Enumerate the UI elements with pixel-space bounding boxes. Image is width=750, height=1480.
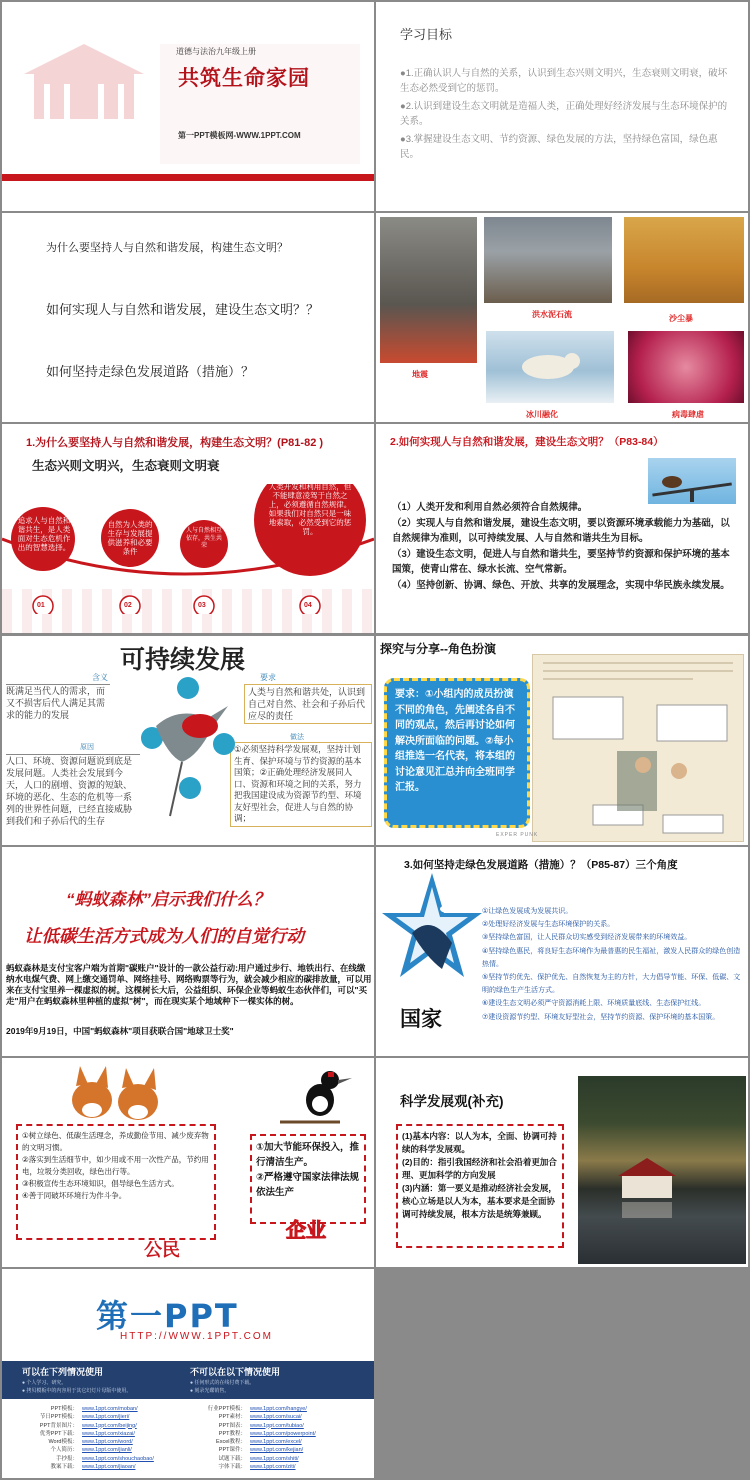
link-label: Word模板：: [48, 1439, 78, 1446]
method-text: ①必须坚持科学发展观，坚持计划生育、保护环境与节约资源的基本国策；②正确处理经济发展同人口、资源和环境之间的关系，努力把我国建设成为资源节约型、环境友好型社会，促进人与自然的协调；: [230, 742, 372, 827]
link-url[interactable]: www.1ppt.com/jieri/: [82, 1414, 130, 1421]
link-row: [22, 1455, 192, 1463]
link-label: PPT图表：: [218, 1422, 246, 1429]
link-row: [190, 1455, 360, 1463]
link-row: [190, 1463, 360, 1471]
slide-science-view[interactable]: [376, 1058, 748, 1267]
link-label: 教案下载：: [50, 1464, 78, 1471]
reason-text: 人口、环境、资源问题说到底是发展问题。人类社会发展到今天，人口的剧增、资源的短缺、环境的恶化、生态的危机等一系列的世界性问题，已经直接威胁到我们和子孙后代的生存: [6, 754, 140, 827]
link-url[interactable]: www.1ppt.com/excel/: [250, 1439, 302, 1446]
how-item: （4）坚持创新、协调、绿色、开放、共享的发展理念，实现中华民族永续发展。: [392, 579, 730, 591]
citizen-item: ②落实到生活细节中，如少用或不用一次性产品，节约用电，垃圾分类回收，绿色出行等。: [22, 1155, 209, 1176]
enterprise-item: ②严格遵守国家法律法规依法生产: [256, 1172, 360, 1198]
bubble-4-text: 人类开发和利用自然，但不能肆意凌驾于自然之上，必须遵循自然规律。如果我们对自然只是一味地索取，必然受到它的惩罚。: [268, 482, 352, 536]
why-subtitle: 生态兴则文明兴，生态衰则文明衰: [32, 459, 220, 473]
slide-questions[interactable]: [2, 213, 374, 422]
ant-forest-award: 2019年9月19日，中国"蚂蚁森林"项目获联合国"地球卫士奖": [6, 1026, 234, 1036]
hummingbird-graphic: [138, 666, 238, 836]
link-row: [22, 1413, 192, 1421]
link-label: 节日PPT模板：: [39, 1414, 78, 1421]
slide-sustainable[interactable]: [2, 636, 374, 845]
question-3: 如何坚持走绿色发展道路（措施）？: [46, 364, 255, 379]
bubble-3-text: 人与自然相互依存，共生共荣: [186, 528, 223, 549]
goal-item: ●2.认识到建设生态文明就是造福人类，正确处理好经济发展与生态环境保护的关系。: [400, 101, 728, 127]
can-item: ● 个人学习、研究。: [22, 1380, 67, 1386]
can-list: [22, 1379, 131, 1395]
measure-item: ④坚持绿色惠民，将良好生态环境作为最普惠的民生福祉，激发人民群众的绿色创造热情。: [482, 947, 741, 968]
link-label: 个人简历：: [50, 1447, 78, 1454]
bear-seesaw-image: [648, 458, 736, 504]
num-02: 02: [124, 602, 132, 609]
bubble-2-text: 自然为人类的生存与发展提供滋养和必要条件: [107, 520, 153, 556]
cannot-item: ● 任何形式的在线付费下载。: [190, 1380, 255, 1386]
caption-glacier: 冰川融化: [526, 410, 558, 419]
measure-item: ⑥建设生态文明必须严守资源消耗上限、环境质量底线、生态保护红线。: [482, 1000, 706, 1008]
how-title: 2.如何实现人与自然和谐发展，建设生态文明？（P83-84）: [390, 436, 664, 448]
link-url[interactable]: www.1ppt.com/hangye/: [250, 1406, 307, 1412]
caption-flood: 洪水泥石流: [532, 310, 572, 319]
how-list: [392, 500, 738, 593]
caption-sandstorm: 沙尘暴: [669, 314, 693, 323]
ant-forest-body: 蚂蚁森林是支付宝客户端为首期"碳账户"设计的一款公益行动:用户通过步行、地铁出行、在线缴纳水电煤气费、网上缴交通罚单、网络挂号、网络购票等行为，就会减少相应的碳排放量，可以用来在支付宝里养一棵虚拟的树。这棵树长大后，公益组织、环保企业等蚂蚁生态伙伴们，可以"买走"用户在蚂蚁森林里种植的虚拟"树"，而在现实某个地域种下一棵实体的树。: [6, 963, 372, 1006]
label-requirement: 要求: [260, 673, 276, 682]
question-1: 为什么要坚持人与自然和谐发展，构建生态文明？: [46, 242, 288, 254]
roleplay-title: 探究与分享--角色扮演: [380, 642, 496, 656]
earthquake-photo: [380, 217, 477, 363]
link-row: [190, 1446, 360, 1454]
link-label: PPT背景图片：: [39, 1422, 78, 1429]
country-label: 国家: [400, 1008, 442, 1031]
science-item: (1)基本内容：以人为本，全面、协调可持续的科学发展观。: [402, 1131, 557, 1154]
slide-credits[interactable]: [2, 1269, 374, 1478]
links-left: [22, 1405, 192, 1471]
caption-earthquake: 地震: [412, 370, 428, 379]
num-03: 03: [198, 602, 206, 609]
citizen-item: ④善于同破坏环境行为作斗争。: [22, 1191, 127, 1200]
link-url[interactable]: www.1ppt.com/powerpoint/: [250, 1430, 316, 1437]
science-title: 科学发展观(补充): [400, 1094, 504, 1109]
enterprise-box: [250, 1134, 366, 1224]
bird-star-image: [382, 873, 482, 1003]
measure-item: ③坚持绿色富国，让人民群众切实感受到经济发展带来的环境效益。: [482, 934, 692, 942]
link-row: [22, 1463, 192, 1471]
temple-emblem: [24, 14, 144, 129]
ant-forest-answer: 让低碳生活方式成为人们的自觉行动: [24, 926, 304, 946]
link-label: PPT素材：: [218, 1414, 246, 1421]
slide-title[interactable]: [2, 2, 374, 211]
how-item: （3）建设生态文明，促进人与自然和谐共生，要坚持节约资源和保护环境的基本国策，使青山常在、绿水长流、空气常新。: [392, 548, 730, 575]
citizen-box: [16, 1124, 216, 1240]
link-url[interactable]: www.1ppt.com/jianli/: [82, 1447, 132, 1454]
slide-how[interactable]: [376, 424, 748, 633]
can-title: 可以在下列情况使用: [22, 1367, 104, 1377]
flood-photo: [484, 217, 612, 303]
question-2: 如何实现人与自然和谐发展，建设生态文明？？: [46, 302, 320, 317]
red-bar: [2, 174, 374, 181]
link-label: Excel教程：: [216, 1439, 246, 1446]
goal-item: ●3.掌握建设生态文明、节约资源、绿色发展的方法，坚持绿色富国，绿色惠民。: [400, 134, 718, 160]
science-box: [396, 1124, 564, 1248]
roleplay-requirement-box: 要求：①小组内的成员扮演不同的角色，先阐述各自不同的观点，然后再讨论如何解决所面临的问题。②每小组推选一名代表，将本组的讨论意见汇总并向全班同学汇报。: [384, 678, 530, 828]
links-area: [2, 1399, 374, 1478]
how-item: （2）实现人与自然和谐发展，建设生态文明，要以资源环境承载能力为基础，以自然规律为准则，以可持续发展、人与自然和谐共生为目标。: [392, 517, 730, 544]
slide1-title: 共筑生命家园: [178, 67, 310, 90]
ant-forest-question: “蚂蚁森林”启示我们什么？: [66, 890, 270, 909]
link-label: 手抄报：: [55, 1455, 78, 1462]
cannot-list: [190, 1379, 254, 1395]
link-row: [22, 1446, 192, 1454]
can-item: ● 拷贝模板中的内容用于其它幻灯片母版中使用。: [22, 1388, 132, 1394]
num-04: 04: [304, 602, 312, 609]
science-item: (2)目的：指引我国经济和社会沿着更加合理、更加科学的方向发展: [402, 1157, 557, 1180]
how-item: （1）人类开发和利用自然必须符合自然规律。: [392, 502, 588, 513]
link-label: 试题下载：: [218, 1455, 246, 1462]
goals-heading: 学习目标: [400, 27, 453, 42]
bubble-1-text: 追求人与自然和谐共生，是人类面对生态危机作出的智慧选择。: [17, 516, 71, 552]
slide-disasters[interactable]: [376, 213, 748, 422]
why-title: 1.为什么要坚持人与自然和谐发展，构建生态文明？(P81-82 ): [26, 437, 324, 449]
slide-green-measures[interactable]: [376, 847, 748, 1056]
link-url[interactable]: www.1ppt.com/shiti/: [250, 1455, 299, 1462]
ppt-logo: 第一PPT: [96, 1297, 239, 1335]
link-label: PPT课件：: [218, 1447, 246, 1454]
citizen-item: ①树立绿色、低碳生活理念，养成勤俭节用、减少废弃物的文明习惯。: [22, 1131, 209, 1152]
measure-item: ①让绿色发展成为发展共识。: [482, 908, 573, 915]
sustainable-title: 可持续发展: [120, 646, 246, 674]
label-meaning: 含义: [92, 673, 108, 682]
woodpecker-image: [280, 1062, 360, 1134]
link-row: [190, 1422, 360, 1430]
measures-list: [482, 905, 746, 1024]
enterprise-label: 企业: [286, 1220, 326, 1242]
slide-citizen-enterprise[interactable]: [2, 1058, 374, 1267]
slide-ant-forest[interactable]: [2, 847, 374, 1056]
science-item: (3)内涵：第一要义是推动经济社会发展，核心立场是以人为本，基本要求是全面协调可持续发展，根本方法是统筹兼顾。: [402, 1183, 557, 1219]
watermark-text: EXPER PUNK: [496, 832, 539, 838]
caption-virus: 病毒肆虐: [672, 410, 704, 419]
link-label: 行业PPT模板：: [207, 1406, 246, 1412]
link-url[interactable]: www.1ppt.com/ziti/: [250, 1464, 296, 1471]
measure-item: ⑤坚持节约优先、保护优先、自然恢复为主的方针，大力倡导节能、环保、低碳、文明的绿色生产生活方式。: [482, 974, 741, 995]
link-label: 优秀PPT下载：: [39, 1430, 78, 1437]
link-url[interactable]: www.1ppt.com/tubiao/: [250, 1422, 304, 1429]
link-row: [22, 1422, 192, 1430]
link-url[interactable]: www.1ppt.com/shouchaobao/: [82, 1455, 154, 1462]
link-label: 字体下载：: [218, 1464, 246, 1471]
label-method: 做法: [290, 734, 304, 741]
ppt-url[interactable]: HTTP://WWW.1PPT.COM: [120, 1331, 273, 1342]
slide-why[interactable]: [2, 424, 374, 633]
glacier-photo: [486, 331, 614, 403]
meaning-text: 既满足当代人的需求，而又不损害后代人满足其需求的能力的发展: [6, 684, 110, 721]
link-row: [22, 1438, 192, 1446]
forest-cabin-photo: [578, 1076, 746, 1264]
cannot-title: 不可以在以下情况使用: [190, 1367, 281, 1377]
link-url[interactable]: www.1ppt.com/moban/: [82, 1406, 138, 1412]
measures-title: 3.如何坚持走绿色发展道路（措施）？（P85-87）三个角度: [404, 859, 678, 871]
links-right: [190, 1405, 360, 1471]
virus-photo: [628, 331, 744, 403]
link-row: [190, 1413, 360, 1421]
citizen-label: 公民: [144, 1240, 180, 1260]
measure-item: ⑦建设资源节约型、环境友好型社会，坚持节约资源、保护环境的基本国策。: [482, 1013, 720, 1021]
link-label: PPT教程：: [218, 1430, 246, 1437]
goal-item: ●1.正确认识人与自然的关系，认识到生态兴则文明兴，生态衰则文明衰，破坏生态必然受到它的惩罚。: [400, 68, 728, 94]
goals-list: [400, 66, 736, 162]
sandstorm-photo: [624, 217, 744, 303]
link-url[interactable]: www.1ppt.com/sucai/: [250, 1414, 302, 1421]
link-row: [190, 1405, 360, 1413]
cannot-item: ● 刻录光碟销售。: [190, 1388, 230, 1394]
enterprise-item: ①加大节能环保投入，推行清洁生产。: [256, 1142, 360, 1168]
link-url[interactable]: www.1ppt.com/jiaoan/: [82, 1464, 136, 1471]
requirement-text: 人类与自然和谐共处，认识到自己对自然、社会和子孙后代应尽的责任: [244, 684, 372, 724]
link-url[interactable]: www.1ppt.com/kejian/: [250, 1447, 304, 1454]
slide-goals[interactable]: [376, 2, 748, 211]
citizen-item: ③积极宣传生态环境知识，倡导绿色生活方式。: [22, 1179, 179, 1188]
link-label: PPT模板：: [50, 1406, 78, 1412]
link-row: [190, 1430, 360, 1438]
link-row: [22, 1405, 192, 1413]
measure-item: ②处理好经济发展与生态环境保护的关系。: [482, 921, 615, 929]
link-row: [22, 1430, 192, 1438]
label-reason: 原因: [80, 744, 94, 751]
fox-image: [62, 1060, 172, 1122]
slide1-site: 第一PPT模板网-WWW.1PPT.COM: [178, 131, 301, 140]
num-01: 01: [37, 602, 45, 609]
link-row: [190, 1438, 360, 1446]
slide-roleplay[interactable]: [376, 636, 748, 845]
link-url[interactable]: www.1ppt.com/xiazai/: [82, 1430, 135, 1437]
link-url[interactable]: www.1ppt.com/beijing/: [82, 1422, 137, 1429]
link-url[interactable]: www.1ppt.com/word/: [82, 1439, 133, 1446]
textbook-page-image: [532, 654, 744, 842]
slide1-subtitle: 道德与法治九年级上册: [176, 47, 256, 56]
